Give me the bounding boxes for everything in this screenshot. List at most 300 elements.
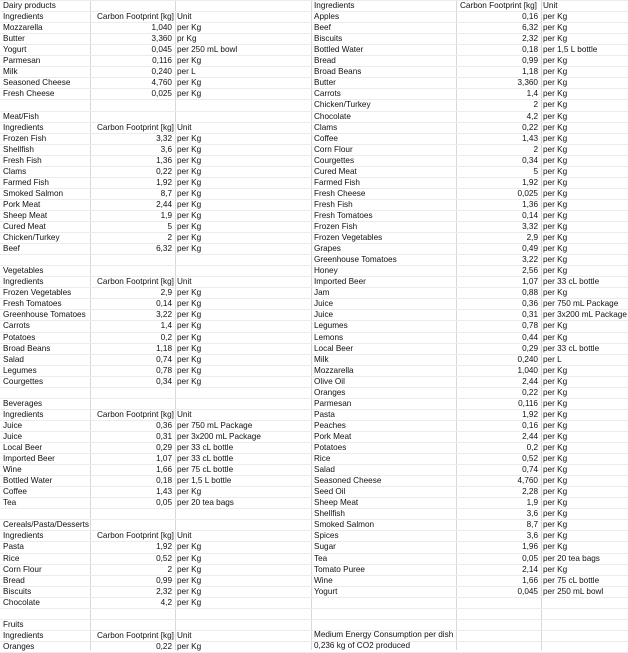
unit-value: per Kg [177,233,202,243]
unit-value: per Kg [177,354,202,364]
carbon-value: 2,14 [522,564,538,574]
ingredient-name: Rice [3,553,20,563]
unit-value: per 250 mL bowl [543,586,604,596]
carbon-value: 0,29 [156,443,172,452]
ingredient-name: Fresh Fish [314,199,353,209]
ingredient-name: Carrots [3,321,30,331]
unit-value: per Kg [177,487,202,497]
carbon-value: 0,240 [151,67,172,77]
ingredient-name: Fresh Cheese [3,89,55,99]
ingredient-name: Sheep Meat [314,498,359,508]
unit-value: per Kg [177,23,202,33]
carbon-value: 8,7 [526,520,538,530]
unit-value: per Kg [543,332,568,342]
carbon-value: 0,22 [522,387,538,397]
carbon-value: 1,040 [517,365,538,375]
unit-value: per Kg [177,144,202,154]
unit-value: per 20 tea bags [177,498,234,508]
ingredient-name: Olive Oil [314,376,345,386]
unit-value: per Kg [543,542,568,552]
unit-value: per Kg [543,420,568,430]
unit-value: per Kg [177,166,202,176]
ingredient-name: Local Beer [314,343,354,353]
ingredient-name: Lemons [314,332,344,342]
ingredient-name: Legumes [314,321,348,331]
carbon-footprint-header: Carbon Footprint [kg] [97,12,174,22]
unit-value: per Kg [177,56,202,66]
ingredient-name: Chocolate [3,597,40,607]
unit-value: per 3x200 mL Package [543,310,627,320]
ingredient-name: Oranges [314,387,346,397]
unit-value: per 20 tea bags [543,553,600,563]
unit-value: pr Kg [177,34,197,44]
unit-value: per Kg [543,67,568,77]
unit-value: per Kg [543,144,568,154]
unit-value: per 3x200 mL Package [177,431,261,441]
unit-value: per Kg [177,188,202,198]
ingredient-name: Beef [3,244,20,254]
carbon-value: 0,116 [152,56,172,66]
unit-value: per Kg [177,199,202,209]
unit-header: Unit [543,1,558,10]
carbon-value: 3,32 [156,133,172,143]
unit-value: per L [177,67,196,77]
ingredient-name: Milk [314,354,329,364]
ingredient-name: Beef [314,23,331,33]
carbon-value: 0,52 [522,454,538,464]
carbon-value: 0,29 [522,343,538,353]
fruits-section-title: Fruits [3,619,24,629]
carbon-value: 2,32 [156,586,172,596]
ingredient-name: Spices [314,531,339,541]
unit-value: per Kg [543,266,568,276]
ingredient-name: Imported Beer [314,277,366,287]
ingredient-name: Tomato Puree [314,564,365,574]
ingredient-name: Jam [314,288,330,298]
carbon-value: 2,9 [160,288,172,298]
ingredient-name: Tea [314,553,328,563]
carbon-value: 2,28 [522,487,538,497]
carbon-value: 3,6 [160,144,172,154]
unit-value: per Kg [177,321,202,331]
carbon-value: 1,92 [522,177,538,187]
ingredient-name: Coffee [3,487,27,497]
unit-value: per Kg [177,310,202,320]
unit-header: Unit [177,630,192,640]
carbon-value: 1,4 [526,89,538,99]
carbon-footprint-header: Carbon Footprint [kg] [97,409,174,419]
unit-value: per Kg [177,597,202,607]
ingredient-name: Imported Beer [3,454,55,464]
ingredient-name: Pork Meat [3,199,41,209]
carbon-value: 0,14 [522,210,538,220]
carbon-value: 1,9 [160,210,172,220]
unit-value: per Kg [543,520,568,530]
carbon-value: 1,96 [522,542,538,552]
ingredient-name: Sheep Meat [3,210,48,220]
ingredients-header: Ingredients [3,409,44,419]
unit-value: per Kg [177,133,202,143]
carbon-value: 1,4 [160,321,172,331]
carbon-value: 2,44 [156,199,172,209]
unit-value: per Kg [177,177,202,187]
carbon-value: 0,22 [156,166,172,176]
ingredient-name: Potatoes [3,332,36,342]
carbon-value: 0,74 [156,354,172,364]
ingredient-name: Fresh Fish [3,155,42,165]
unit-header: Unit [177,122,192,132]
carbon-footprint-header: Carbon Footprint [kg] [97,531,174,541]
carbon-value: 2 [167,564,172,574]
ingredient-name: Seasoned Cheese [3,78,71,88]
unit-header: Unit [177,531,192,541]
ingredient-name: Local Beer [3,443,43,452]
unit-value: per Kg [543,476,568,486]
unit-value: per 75 cL bottle [543,575,600,585]
carbon-value: 1,92 [156,177,172,187]
unit-value: per Kg [543,288,568,298]
unit-value: per Kg [543,443,568,452]
ingredient-name: Frozen Vegetables [3,288,72,298]
ingredient-name: Grapes [314,244,341,254]
ingredient-name: Clams [314,122,338,132]
carbon-footprint-header: Carbon Footprint [kg] [97,122,174,132]
ingredient-name: Courgettes [3,376,44,386]
ingredient-name: Frozen Fish [3,133,47,143]
carbon-value: 2,44 [522,431,538,441]
ingredients-header: Ingredients [3,277,44,287]
carbon-value: 0,99 [156,575,172,585]
cereal-section-title: Cereals/Pasta/Desserts [3,520,90,530]
ingredient-name: Courgettes [314,155,355,165]
ingredient-name: Oranges [3,641,35,651]
unit-value: per Kg [543,78,568,88]
carbon-value: 3,22 [156,310,172,320]
ingredient-name: Parmesan [314,398,352,408]
unit-value: per Kg [543,199,568,209]
ingredient-name: Seed Oil [314,487,346,497]
ingredient-name: Biscuits [3,586,32,596]
carbon-value: 1,18 [522,67,538,77]
bev-section-title: Beverages [3,398,43,408]
unit-value: per Kg [543,487,568,497]
carbon-value: 6,32 [522,23,538,33]
carbon-value: 0,31 [156,431,172,441]
ingredient-name: Greenhouse Tomatoes [314,255,397,265]
unit-value: per Kg [543,509,568,519]
carbon-value: 0,045 [517,586,538,596]
ingredient-name: Wine [314,575,333,585]
ingredient-name: Chicken/Turkey [314,100,371,110]
carbon-value: 0,44 [522,332,538,342]
ingredient-name: Smoked Salmon [3,188,64,198]
carbon-value: 6,32 [156,244,172,254]
carbon-value: 0,31 [522,310,538,320]
carbon-value: 3,32 [522,222,538,231]
carbon-value: 0,18 [522,45,538,55]
ingredient-name: Fresh Tomatoes [314,210,373,220]
ingredient-name: Honey [314,266,338,276]
carbon-value: 0,16 [522,420,538,430]
carbon-value: 2,44 [522,376,538,386]
carbon-value: 4,760 [151,78,172,88]
carbon-value: 2 [533,100,538,110]
carbon-value: 1,43 [522,133,538,143]
ingredient-name: Yogurt [314,586,338,596]
unit-value: per 750 mL Package [543,299,619,309]
carbon-value: 0,025 [517,188,538,198]
unit-header: Unit [177,12,192,22]
unit-value: per Kg [177,288,202,298]
ingredient-name: Bread [3,575,25,585]
carbon-value: 0,05 [156,498,172,508]
dairy-section-title: Dairy products [3,1,56,10]
unit-value: per Kg [543,244,568,254]
unit-value: per 1,5 L bottle [543,45,598,55]
ingredient-name: Coffee [314,133,338,143]
ingredient-name: Smoked Salmon [314,520,375,530]
unit-value: per Kg [177,89,202,99]
unit-value: per Kg [177,586,202,596]
ingredient-name: Sugar [314,542,336,552]
row-gridline [0,619,628,620]
carbon-value: 1,07 [156,454,172,464]
ingredient-name: Rice [314,454,331,464]
ingredient-name: Juice [3,431,23,441]
unit-value: per Kg [543,23,568,33]
ingredient-name: Bottled Water [314,45,364,55]
ingredient-name: Shellfish [3,144,34,154]
veg-section-title: Vegetables [3,266,44,276]
carbon-value: 0,36 [156,420,172,430]
energy-consumption-value: 0,236 kg of CO2 produced [314,640,411,650]
unit-value: per Kg [177,542,202,552]
carbon-value: 0,2 [160,332,172,342]
unit-value: per 75 cL bottle [177,465,234,475]
unit-value: per Kg [177,78,202,88]
carbon-value: 0,52 [156,553,172,563]
carbon-value: 3,360 [517,78,538,88]
ingredient-name: Salad [3,354,24,364]
unit-value: per Kg [543,376,568,386]
carbon-footprint-header: Carbon Footprint [kg] [460,1,537,10]
ingredient-name: Mozzarella [314,365,354,375]
unit-value: per 1,5 L bottle [177,476,232,486]
ingredient-name: Bread [314,56,336,66]
unit-value: per Kg [543,255,568,265]
carbon-value: 2,9 [526,233,538,243]
ingredient-name: Broad Beans [314,67,362,77]
unit-value: per Kg [543,188,568,198]
unit-value: per Kg [543,100,568,110]
carbon-value: 0,025 [151,89,172,99]
carbon-value: 0,2 [526,443,538,452]
ingredient-name: Tea [3,498,17,508]
ingredient-name: Pasta [3,542,24,552]
carbon-value: 1,92 [522,409,538,419]
unit-value: per Kg [543,431,568,441]
carbon-value: 0,74 [522,465,538,475]
unit-value: per Kg [543,321,568,331]
ingredients-header: Ingredients [3,12,44,22]
ingredient-name: Chicken/Turkey [3,233,60,243]
ingredient-name: Broad Beans [3,343,51,353]
unit-value: per Kg [543,365,568,375]
unit-value: per Kg [177,376,202,386]
unit-value: per Kg [543,454,568,464]
ingredient-name: Peaches [314,420,346,430]
unit-value: per Kg [177,244,202,254]
carbon-value: 1,66 [522,575,538,585]
carbon-value: 1,43 [156,487,172,497]
unit-value: per Kg [543,210,568,220]
carbon-value: 0,78 [522,321,538,331]
unit-value: per Kg [543,111,568,121]
unit-value: per Kg [543,465,568,475]
carbon-footprint-header: Carbon Footprint [kg] [97,277,174,287]
carbon-value: 1,66 [156,465,172,475]
ingredient-name: Pasta [314,409,335,419]
unit-value: per Kg [177,210,202,220]
ingredient-name: Seasoned Cheese [314,476,382,486]
carbon-value: 0,240 [517,354,538,364]
ingredient-name: Chocolate [314,111,351,121]
carbon-value: 4,2 [526,111,538,121]
unit-header: Unit [177,277,192,287]
ingredient-name: Biscuits [314,34,343,44]
unit-value: per Kg [543,564,568,574]
ingredient-name: Juice [314,299,334,309]
unit-value: per Kg [543,166,568,176]
carbon-value: 0,34 [156,376,172,386]
carbon-value: 3,6 [526,509,538,519]
unit-value: per Kg [177,332,202,342]
ingredient-name: Shellfish [314,509,345,519]
carbon-value: 0,05 [522,553,538,563]
carbon-value: 3,22 [522,255,538,265]
carbon-value: 1,07 [522,277,538,287]
unit-value: per Kg [543,222,568,231]
meat-section-title: Meat/Fish [3,111,39,121]
ingredient-name: Juice [3,420,23,430]
carbon-value: 1,18 [156,343,172,353]
ingredient-name: Parmesan [3,56,41,66]
carbon-value: 2,56 [522,266,538,276]
ingredients-header: Ingredients [314,1,355,10]
carbon-value: 0,34 [522,155,538,165]
ingredient-name: Butter [3,34,25,44]
carbon-value: 0,18 [156,476,172,486]
unit-value: per 33 cL bottle [177,454,234,464]
unit-value: per Kg [177,564,202,574]
ingredient-name: Frozen Fish [314,222,358,231]
ingredient-name: Fresh Cheese [314,188,366,198]
unit-value: per Kg [543,498,568,508]
ingredient-name: Bottled Water [3,476,53,486]
carbon-value: 3,360 [151,34,172,44]
unit-header: Unit [177,409,192,419]
carbon-value: 2,32 [522,34,538,44]
carbon-value: 0,22 [156,641,172,651]
unit-value: per Kg [177,222,202,231]
carbon-value: 0,49 [522,244,538,254]
unit-value: per Kg [543,133,568,143]
ingredient-name: Salad [314,465,335,475]
ingredient-name: Pork Meat [314,431,352,441]
ingredients-header: Ingredients [3,122,44,132]
carbon-value: 1,9 [526,498,538,508]
ingredient-name: Cured Meat [314,166,357,176]
unit-value: per 33 cL bottle [177,443,234,452]
ingredient-name: Corn Flour [3,564,42,574]
unit-value: per Kg [177,343,202,353]
ingredient-name: Mozzarella [3,23,43,33]
carbon-value: 0,14 [156,299,172,309]
unit-value: per Kg [543,56,568,66]
carbon-footprint-header: Carbon Footprint [kg] [97,630,174,640]
unit-value: per Kg [177,365,202,375]
unit-value: per Kg [543,409,568,419]
ingredient-name: Apples [314,12,340,22]
carbon-value: 0,88 [522,288,538,298]
ingredient-name: Milk [3,67,18,77]
unit-value: per Kg [543,12,568,22]
unit-value: per 33 cL bottle [543,277,600,287]
unit-value: per Kg [177,155,202,165]
unit-value: per 33 cL bottle [543,343,600,353]
carbon-value: 8,7 [160,188,172,198]
carbon-value: 0,36 [522,299,538,309]
unit-value: per Kg [543,177,568,187]
carbon-value: 0,116 [518,398,538,408]
carbon-value: 4,760 [517,476,538,486]
carbon-value: 3,6 [526,531,538,541]
unit-value: per Kg [543,89,568,99]
unit-value: per Kg [543,155,568,165]
ingredient-name: Potatoes [314,443,347,452]
unit-value: per Kg [543,34,568,44]
carbon-value: 0,22 [522,122,538,132]
ingredient-name: Cured Meat [3,222,46,231]
unit-value: per Kg [177,299,202,309]
ingredient-name: Farmed Fish [314,177,360,187]
carbon-value: 0,16 [522,12,538,22]
energy-consumption-label: Medium Energy Consumption per dish [314,629,454,639]
carbon-value: 1,92 [156,542,172,552]
ingredient-name: Farmed Fish [3,177,49,187]
carbon-value: 1,36 [522,199,538,209]
row-gridline [0,608,628,609]
ingredients-header: Ingredients [3,630,44,640]
ingredient-name: Carrots [314,89,341,99]
unit-value: per L [543,354,562,364]
ingredient-name: Butter [314,78,336,88]
unit-value: per Kg [177,575,202,585]
ingredient-name: Wine [3,465,22,475]
ingredient-name: Greenhouse Tomatoes [3,310,86,320]
carbon-value: 2 [167,233,172,243]
ingredients-header: Ingredients [3,531,44,541]
unit-value: per Kg [177,641,202,651]
ingredient-name: Juice [314,310,334,320]
ingredient-name: Clams [3,166,27,176]
unit-value: per Kg [543,531,568,541]
carbon-value: 0,045 [151,45,172,55]
unit-value: per Kg [543,387,568,397]
ingredient-name: Yogurt [3,45,27,55]
unit-value: per Kg [543,398,568,408]
carbon-value: 0,99 [522,56,538,66]
